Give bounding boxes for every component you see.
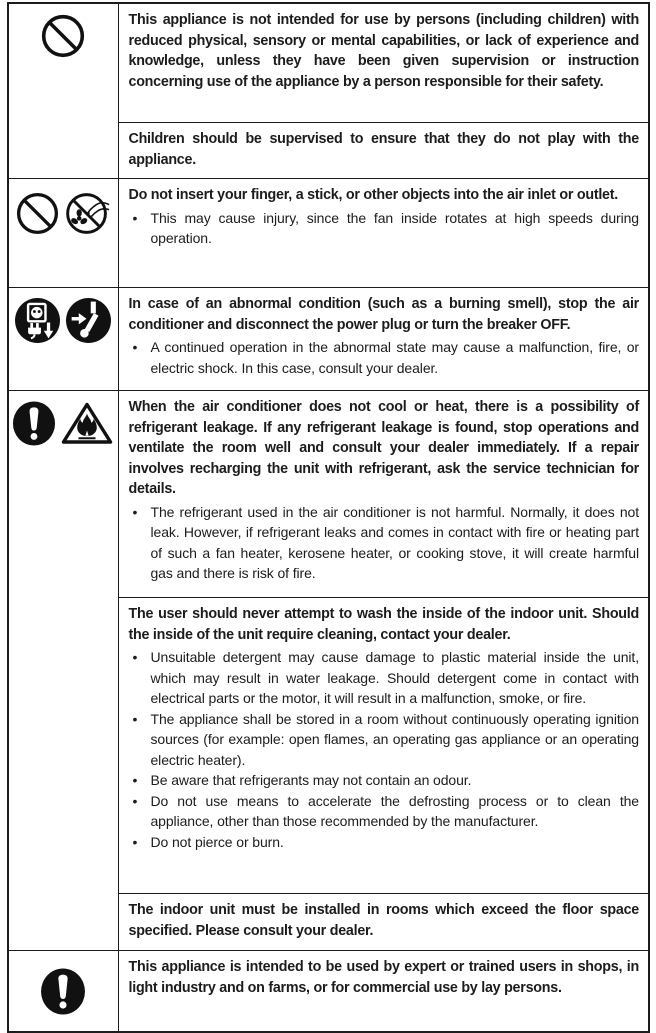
bullet-item	[129, 208, 640, 249]
instruction-statement: This appliance is not intended for use by persons (including children) with reduced physical, sensory or mental capabilities, or lack of experience and knowledge, unless they have been given supervision or instruction concerning use of the appliance by a person responsible for their safety.	[128, 12, 639, 90]
bullet-marker: •	[132, 772, 138, 788]
bullet-item	[129, 502, 640, 584]
instruction-cell-3	[118, 288, 649, 391]
flammable-warning-icon	[60, 400, 114, 446]
bullet-text: The appliance shall be stored in a room without continuously operating ignition sources (for example: open flames, an operating gas appliance or an operating electric heater).	[150, 710, 639, 768]
instruction-statement: Do not insert your finger, a stick, or other objects into the air inlet or outlet.	[128, 187, 618, 203]
bullet-marker: •	[132, 710, 138, 727]
instruction-cell-5	[118, 951, 649, 1033]
mandatory-exclamation-icon	[40, 968, 86, 1015]
bullet-text: Do not pierce or burn.	[150, 833, 284, 850]
instruction-statement: In case of an abnormal condition (such as a burning smell), stop the air conditioner and disconnect the power plug or turn the breaker OFF.	[128, 296, 639, 333]
bullet-marker: •	[132, 339, 138, 355]
bullet-item	[129, 709, 640, 771]
icon-cell-row3	[8, 288, 118, 391]
bullet-text: Do not use means to accelerate the defrosting process or to clean the appliance, other than those recommended by the manufacturer.	[150, 792, 639, 829]
bullet-marker: •	[132, 649, 138, 665]
icon-cell-row4	[8, 391, 118, 951]
breaker-off-icon	[65, 297, 112, 344]
instruction-statement: The user should never attempt to wash the inside of the indoor unit. Should the inside of the unit require cleaning, contact your dealer.	[128, 606, 639, 643]
bullet-item	[129, 832, 640, 853]
icon-cell-row5	[8, 951, 118, 1033]
instruction-cell-4c	[118, 894, 649, 951]
icon-cell-row1	[8, 3, 118, 179]
icon-cell-row2	[8, 179, 118, 288]
instruction-statement: When the air conditioner does not cool or heat, there is a possibility of refrigerant leakage. If any refrigerant leakage is found, stop operations and ventilate the room well and consult your dealer immediately. If a repair involves recharging the unit with refrigerant, ask the service technician for details.	[128, 399, 639, 497]
icon-pair	[9, 191, 118, 236]
bullet-marker: •	[132, 209, 138, 226]
safety-instructions-table	[7, 2, 650, 1033]
instruction-cell-2	[118, 179, 649, 288]
bullet-text: A continued operation in the abnormal state may cause a malfunction, fire, or electric shock. In this case, consult your dealer.	[150, 339, 639, 376]
prohibition-icon	[40, 13, 86, 59]
bullet-text: Unsuitable detergent may cause damage to plastic material inside the unit, which may result in water leakage. Should detergent come in contact with electrical parts or the motor, it will result in a malfunction, smoke, or fire.	[150, 649, 639, 706]
bullet-item	[129, 770, 640, 791]
instruction-cell-1a	[118, 3, 649, 123]
bullet-marker: •	[132, 503, 138, 520]
instruction-cell-4a	[118, 391, 649, 598]
prohibition-icon	[15, 191, 60, 236]
bullet-text: This may cause injury, since the fan inside rotates at high speeds during operation.	[150, 209, 639, 246]
do-not-touch-fan-icon	[64, 191, 112, 236]
instruction-statement: The indoor unit must be installed in rooms which exceed the floor space specified. Please consult your dealer.	[128, 902, 639, 939]
bullet-list	[129, 502, 640, 584]
bullet-text: The refrigerant used in the air conditioner is not harmful. Normally, it does not leak. However, if refrigerant leaks and comes in contact with fire or heating part of such a fan heater, kerosene heater, or cooking stove, it will create harmful gas and there is risk of fire.	[150, 503, 639, 581]
bullet-item	[129, 791, 640, 832]
bullet-list	[129, 208, 640, 249]
bullet-list	[129, 337, 640, 378]
bullet-marker: •	[132, 792, 138, 809]
mandatory-exclamation-icon	[12, 401, 56, 446]
instruction-cell-1b	[118, 123, 649, 179]
instruction-statement: This appliance is intended to be used by expert or trained users in shops, in light industry and on farms, or for commercial use by lay persons.	[128, 959, 639, 996]
icon-pair	[9, 400, 118, 446]
instruction-cell-4b	[118, 598, 649, 894]
bullet-item	[129, 647, 640, 709]
bullet-text: Be aware that refrigerants may not contain an odour.	[150, 772, 472, 788]
disconnect-plug-icon	[14, 297, 61, 344]
bullet-item	[129, 337, 640, 378]
icon-pair	[9, 297, 118, 344]
bullet-marker: •	[132, 833, 138, 850]
instruction-statement: Children should be supervised to ensure that they do not play with the appliance.	[128, 131, 639, 168]
bullet-list	[129, 647, 640, 852]
